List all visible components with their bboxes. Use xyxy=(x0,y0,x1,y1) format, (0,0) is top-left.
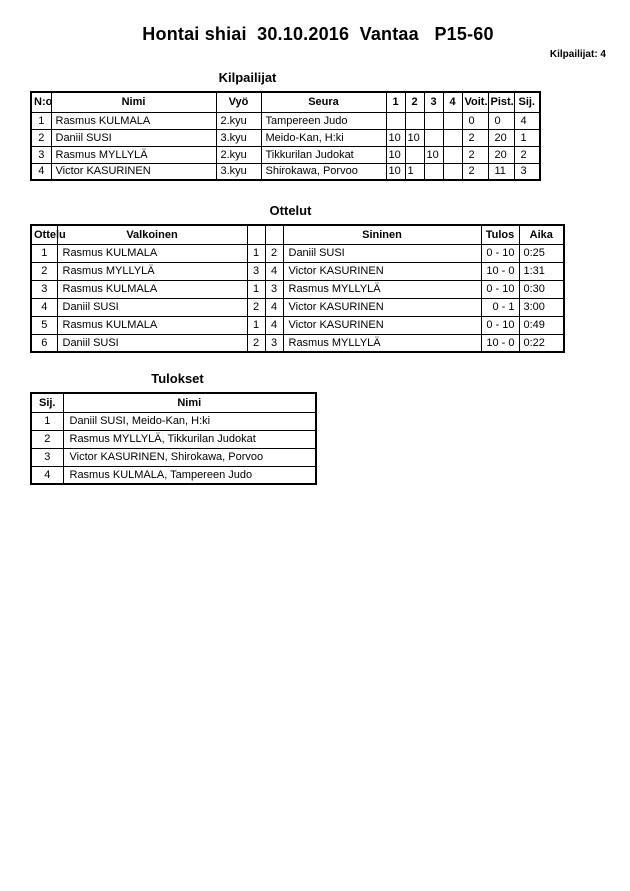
table-cell: 10 - 0 xyxy=(481,262,519,280)
table-cell: 0:25 xyxy=(519,244,564,262)
table-cell: Rasmus KULMALA xyxy=(57,280,247,298)
table-cell: 1 xyxy=(405,163,424,180)
table-cell: 2 xyxy=(31,430,63,448)
column-header: N:o xyxy=(31,92,51,112)
table-cell: 0 - 10 xyxy=(481,244,519,262)
table-cell: 0 - 1 xyxy=(481,298,519,316)
table-cell: 10 xyxy=(405,129,424,146)
table-cell: 1 xyxy=(31,412,63,430)
table-cell: 2 xyxy=(31,129,51,146)
table-cell: 10 xyxy=(386,129,405,146)
table-cell: 2 xyxy=(247,298,265,316)
table-cell: Rasmus MYLLYLÄ xyxy=(57,262,247,280)
table-cell: Rasmus KULMALA xyxy=(51,112,216,129)
table-cell: 3 xyxy=(265,334,283,352)
column-header: Aika xyxy=(519,225,564,244)
section-kilpailijat xyxy=(30,70,606,181)
table-cell: Daniil SUSI, Meido-Kan, H:ki xyxy=(63,412,316,430)
table-row xyxy=(31,244,564,262)
tulokset-table xyxy=(30,392,317,485)
table-cell: Victor KASURINEN xyxy=(51,163,216,180)
table-row xyxy=(31,280,564,298)
table-cell: Rasmus MYLLYLÄ, Tikkurilan Judokat xyxy=(63,430,316,448)
column-header xyxy=(247,225,265,244)
table-cell: 10 - 0 xyxy=(481,334,519,352)
column-header: Voit. xyxy=(462,92,488,112)
column-header: 1 xyxy=(386,92,405,112)
table-cell: 3.kyu xyxy=(216,129,261,146)
table-row xyxy=(31,262,564,280)
table-row xyxy=(31,412,316,430)
table-cell: Daniil SUSI xyxy=(51,129,216,146)
table-cell xyxy=(405,146,424,163)
page-title: Hontai shiai 30.10.2016 Vantaa P15-60 xyxy=(142,24,494,44)
table-cell: 2 xyxy=(514,146,540,163)
kilpailijat-heading: Kilpailijat xyxy=(218,70,277,85)
table-cell: 2 xyxy=(462,129,488,146)
table-row xyxy=(31,334,564,352)
table-cell: 0 xyxy=(462,112,488,129)
table-cell: 0:22 xyxy=(519,334,564,352)
table-cell: 4 xyxy=(265,262,283,280)
table-cell xyxy=(386,112,405,129)
table-cell: 10 xyxy=(386,163,405,180)
table-cell: Rasmus MYLLYLÄ xyxy=(51,146,216,163)
table-cell: Rasmus MYLLYLÄ xyxy=(283,334,481,352)
table-cell: Victor KASURINEN, Shirokawa, Porvoo xyxy=(63,448,316,466)
table-row xyxy=(31,430,316,448)
tulokset-table-body xyxy=(31,412,316,484)
table-cell: 0 xyxy=(488,112,514,129)
table-cell: Meido-Kan, H:ki xyxy=(261,129,386,146)
table-cell: Daniil SUSI xyxy=(57,298,247,316)
table-cell xyxy=(443,112,462,129)
table-cell: 3:00 xyxy=(519,298,564,316)
table-cell: 20 xyxy=(488,146,514,163)
kilpailijat-table-head xyxy=(31,92,540,112)
table-row xyxy=(31,146,540,163)
column-header: Nimi xyxy=(63,393,316,412)
table-cell: 1 xyxy=(31,112,51,129)
table-cell: 3 xyxy=(514,163,540,180)
table-cell: 4 xyxy=(265,316,283,334)
table-cell: 4 xyxy=(265,298,283,316)
table-cell xyxy=(424,163,443,180)
table-cell: Tikkurilan Judokat xyxy=(261,146,386,163)
table-cell: Rasmus KULMALA xyxy=(57,316,247,334)
table-cell: 4 xyxy=(31,466,63,484)
table-cell: Rasmus MYLLYLÄ xyxy=(283,280,481,298)
header-row xyxy=(31,393,316,412)
table-cell: Daniil SUSI xyxy=(283,244,481,262)
table-cell: 2.kyu xyxy=(216,112,261,129)
table-cell: Victor KASURINEN xyxy=(283,298,481,316)
column-header: Sij. xyxy=(514,92,540,112)
table-cell: 0:30 xyxy=(519,280,564,298)
table-cell: 5 xyxy=(31,316,57,334)
table-cell: 1 xyxy=(247,244,265,262)
table-cell xyxy=(424,112,443,129)
table-cell: 4 xyxy=(31,163,51,180)
header-row xyxy=(31,92,540,112)
table-cell xyxy=(405,112,424,129)
table-cell: 0 - 10 xyxy=(481,316,519,334)
table-cell: 4 xyxy=(514,112,540,129)
table-cell: 0 - 10 xyxy=(481,280,519,298)
table-cell: 2 xyxy=(462,163,488,180)
section-tulokset xyxy=(30,371,606,485)
table-cell: 1 xyxy=(247,280,265,298)
table-cell: Victor KASURINEN xyxy=(283,262,481,280)
table-row xyxy=(31,129,540,146)
column-header: Sij. xyxy=(31,393,63,412)
table-cell: 2 xyxy=(462,146,488,163)
column-header: 3 xyxy=(424,92,443,112)
table-cell: 4 xyxy=(31,298,57,316)
table-row xyxy=(31,316,564,334)
table-row xyxy=(31,466,316,484)
table-cell: 2 xyxy=(31,262,57,280)
ottelut-table-head xyxy=(31,225,564,244)
table-cell: 11 xyxy=(488,163,514,180)
column-header xyxy=(265,225,283,244)
column-header: Vyö xyxy=(216,92,261,112)
ottelut-heading: Ottelut xyxy=(269,203,312,218)
table-cell: 10 xyxy=(386,146,405,163)
table-cell: 2.kyu xyxy=(216,146,261,163)
table-cell: 0:49 xyxy=(519,316,564,334)
table-cell: 3 xyxy=(265,280,283,298)
table-cell: 1 xyxy=(31,244,57,262)
table-cell: Shirokawa, Porvoo xyxy=(261,163,386,180)
table-row xyxy=(31,448,316,466)
column-header: Ottelu xyxy=(31,225,57,244)
column-header: Pist. xyxy=(488,92,514,112)
table-cell: 2 xyxy=(265,244,283,262)
tulokset-table-head xyxy=(31,393,316,412)
column-header: Seura xyxy=(261,92,386,112)
table-row xyxy=(31,163,540,180)
tulokset-heading: Tulokset xyxy=(151,371,204,386)
section-ottelut xyxy=(30,203,606,353)
table-cell xyxy=(443,163,462,180)
column-header: Sininen xyxy=(283,225,481,244)
table-cell: Victor KASURINEN xyxy=(283,316,481,334)
table-cell: Rasmus KULMALA xyxy=(57,244,247,262)
table-cell xyxy=(443,129,462,146)
table-cell: Daniil SUSI xyxy=(57,334,247,352)
table-cell: 1 xyxy=(514,129,540,146)
table-cell: 3 xyxy=(31,146,51,163)
table-cell: 20 xyxy=(488,129,514,146)
kilpailijat-table-body xyxy=(31,112,540,180)
table-cell: 10 xyxy=(424,146,443,163)
table-cell xyxy=(424,129,443,146)
competitor-count-label: Kilpailijat: 4 xyxy=(549,49,606,60)
column-header: Valkoinen xyxy=(57,225,247,244)
table-cell: 3.kyu xyxy=(216,163,261,180)
table-cell: 3 xyxy=(247,262,265,280)
table-cell: 3 xyxy=(31,448,63,466)
column-header: Tulos xyxy=(481,225,519,244)
table-cell: Rasmus KULMALA, Tampereen Judo xyxy=(63,466,316,484)
kilpailijat-table xyxy=(30,91,541,181)
table-cell: 6 xyxy=(31,334,57,352)
ottelut-table-body xyxy=(31,244,564,352)
ottelut-table xyxy=(30,224,565,353)
table-cell: 1:31 xyxy=(519,262,564,280)
column-header: 4 xyxy=(443,92,462,112)
table-cell: 3 xyxy=(31,280,57,298)
table-cell: Tampereen Judo xyxy=(261,112,386,129)
table-row xyxy=(31,112,540,129)
table-row xyxy=(31,298,564,316)
table-cell: 2 xyxy=(247,334,265,352)
column-header: Nimi xyxy=(51,92,216,112)
column-header: 2 xyxy=(405,92,424,112)
table-cell xyxy=(443,146,462,163)
header-row xyxy=(31,225,564,244)
table-cell: 1 xyxy=(247,316,265,334)
